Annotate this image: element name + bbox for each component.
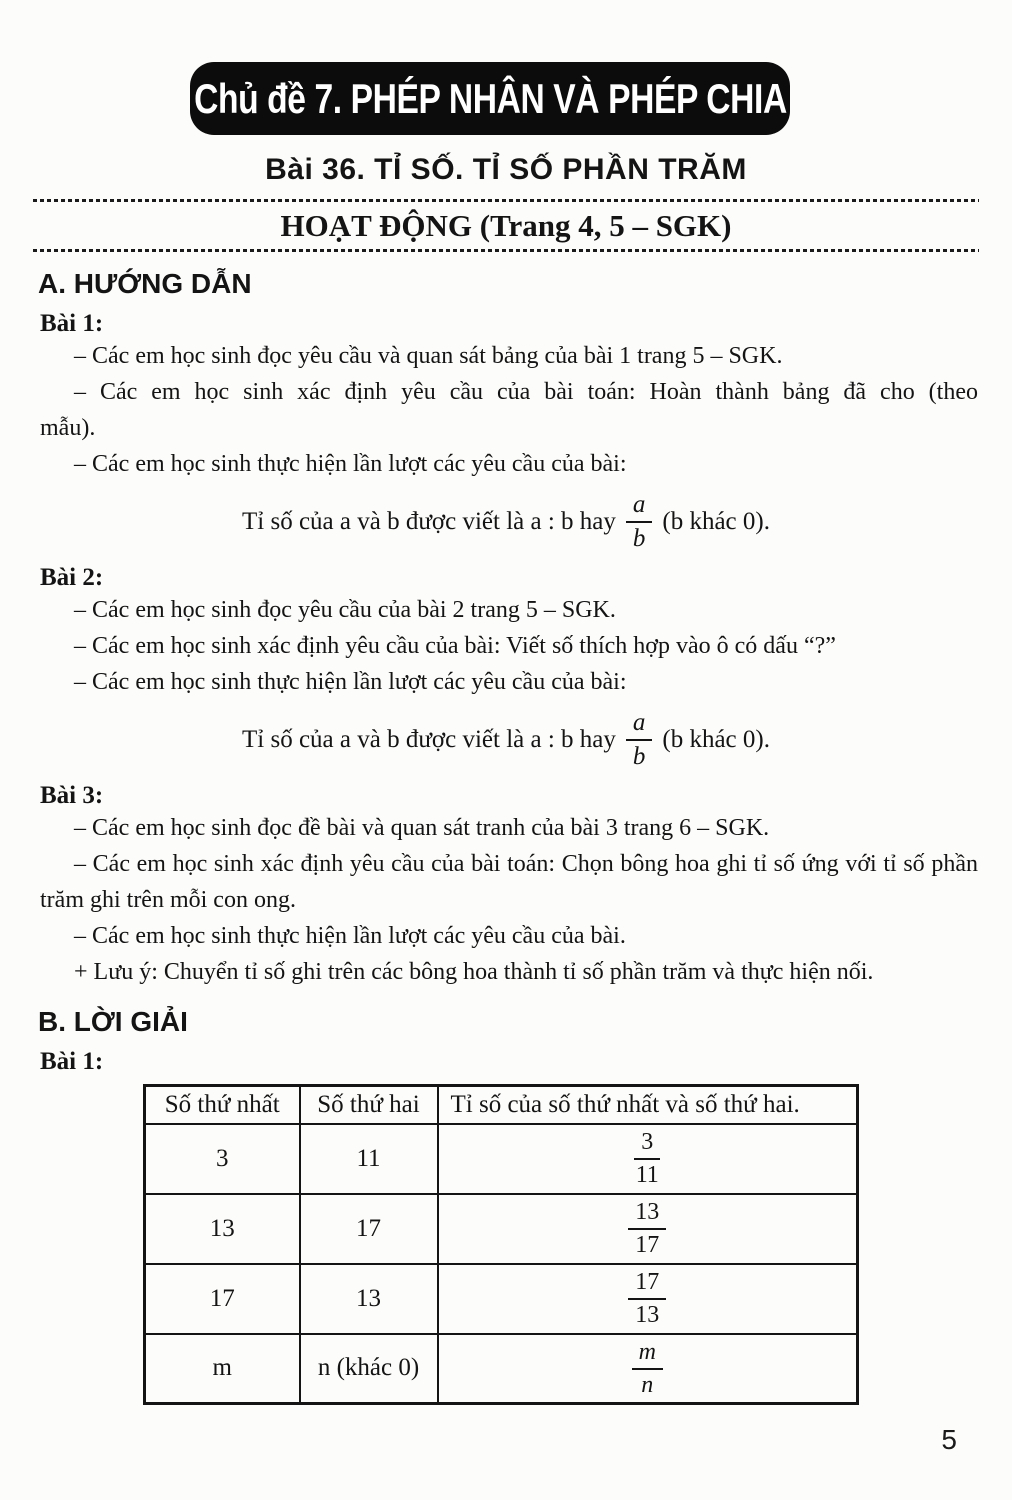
ratio-fraction — [632, 1339, 663, 1399]
instruction-line: – Các em học sinh đọc đề bài và quan sát tranh của bài 3 trang 6 – SGK. — [74, 815, 770, 841]
fraction-denominator: 17 — [635, 1232, 660, 1258]
cell-first-number: 17 — [145, 1264, 300, 1334]
fraction-denominator: b — [632, 743, 646, 770]
ratio-formula — [0, 708, 1012, 772]
table-row — [145, 1264, 858, 1334]
cell-ratio — [438, 1194, 858, 1264]
fraction-numerator: 3 — [634, 1129, 660, 1160]
cell-ratio — [438, 1264, 858, 1334]
cell-ratio — [438, 1124, 858, 1194]
instruction-line: – Các em học sinh thực hiện lần lượt các yêu cầu của bài: — [74, 669, 627, 695]
lesson-title: Bài 36. TỈ SỐ. TỈ SỐ PHẦN TRĂM — [265, 153, 747, 186]
table-row — [145, 1124, 858, 1194]
formula-text-after: (b khác 0). — [662, 508, 770, 535]
ratio-formula — [0, 490, 1012, 554]
header-ratio: Tỉ số của số thứ nhất và số thứ hai. — [438, 1086, 858, 1124]
cell-second-number: 17 — [300, 1194, 438, 1264]
exercise-3-label: Bài 3: — [40, 782, 104, 809]
fraction-numerator: a — [626, 491, 653, 523]
fraction-denominator: b — [632, 525, 646, 552]
table-header-row — [145, 1086, 858, 1124]
section-a-heading: A. HƯỚNG DẪN — [38, 268, 252, 299]
solution-exercise-1-label: Bài 1: — [40, 1048, 104, 1075]
chapter-banner-title: Chủ đề 7. PHÉP NHÂN VÀ PHÉP CHIA — [193, 74, 787, 122]
ratio-fraction — [628, 1199, 666, 1259]
instruction-line: – Các em học sinh xác định yêu cầu của bài toán: Chọn bông hoa ghi tỉ số ứng với tỉ số phần trăm ghi trên mỗi con ong. — [40, 851, 978, 913]
ratio-results-table — [143, 1084, 859, 1405]
fraction-denominator: 13 — [635, 1302, 660, 1328]
ratio-fraction — [634, 1129, 660, 1189]
cell-first-number: 3 — [145, 1124, 300, 1194]
header-first-number: Số thứ nhất — [145, 1086, 300, 1124]
formula-text-after: (b khác 0). — [662, 726, 770, 753]
cell-ratio — [438, 1334, 858, 1404]
header-second-number: Số thứ hai — [300, 1086, 438, 1124]
fraction-denominator: 11 — [635, 1162, 659, 1188]
fraction-numerator: 17 — [628, 1269, 666, 1300]
note-line: + Lưu ý: Chuyển tỉ số ghi trên các bông hoa thành tỉ số phần trăm và thực hiện nối. — [74, 959, 874, 985]
cell-first-number: m — [145, 1334, 300, 1404]
page-number: 5 — [941, 1424, 957, 1455]
fraction-a-over-b — [626, 491, 653, 553]
formula-text-before: Tỉ số của a và b được viết là a : b hay — [242, 726, 616, 753]
instruction-line: – Các em học sinh đọc yêu cầu và quan sát bảng của bài 1 trang 5 – SGK. — [74, 343, 783, 369]
fraction-numerator: a — [626, 709, 653, 741]
ratio-fraction — [628, 1269, 666, 1329]
fraction-a-over-b — [626, 709, 653, 771]
cell-second-number: n (khác 0) — [300, 1334, 438, 1404]
table-row — [145, 1194, 858, 1264]
fraction-numerator: 13 — [628, 1199, 666, 1230]
cell-second-number: 13 — [300, 1264, 438, 1334]
fraction-denominator: n — [641, 1371, 654, 1398]
cell-first-number: 13 — [145, 1194, 300, 1264]
instruction-line: – Các em học sinh đọc yêu cầu của bài 2 trang 5 – SGK. — [74, 597, 616, 623]
instruction-line: – Các em học sinh thực hiện lần lượt các yêu cầu của bài: — [74, 451, 627, 477]
table-row — [145, 1334, 858, 1404]
fraction-numerator: m — [632, 1339, 663, 1370]
exercise-2-label: Bài 2: — [40, 564, 104, 591]
instruction-line: – Các em học sinh xác định yêu cầu của bài: Viết số thích hợp vào ô có dấu “?” — [74, 633, 836, 659]
instruction-line: – Các em học sinh xác định yêu cầu của bài toán: Hoàn thành bảng đã cho (theo mẫu). — [40, 379, 978, 441]
exercise-1-label: Bài 1: — [40, 310, 104, 337]
section-b-heading: B. LỜI GIẢI — [38, 1006, 188, 1037]
cell-second-number: 11 — [300, 1124, 438, 1194]
dashed-rule-bottom — [33, 249, 979, 252]
instruction-line: – Các em học sinh thực hiện lần lượt các yêu cầu của bài. — [74, 923, 626, 949]
formula-text-before: Tỉ số của a và b được viết là a : b hay — [242, 508, 616, 535]
chapter-banner — [190, 62, 790, 135]
dashed-rule-top — [33, 199, 979, 202]
activity-heading: HOẠT ĐỘNG (Trang 4, 5 – SGK) — [280, 208, 732, 243]
